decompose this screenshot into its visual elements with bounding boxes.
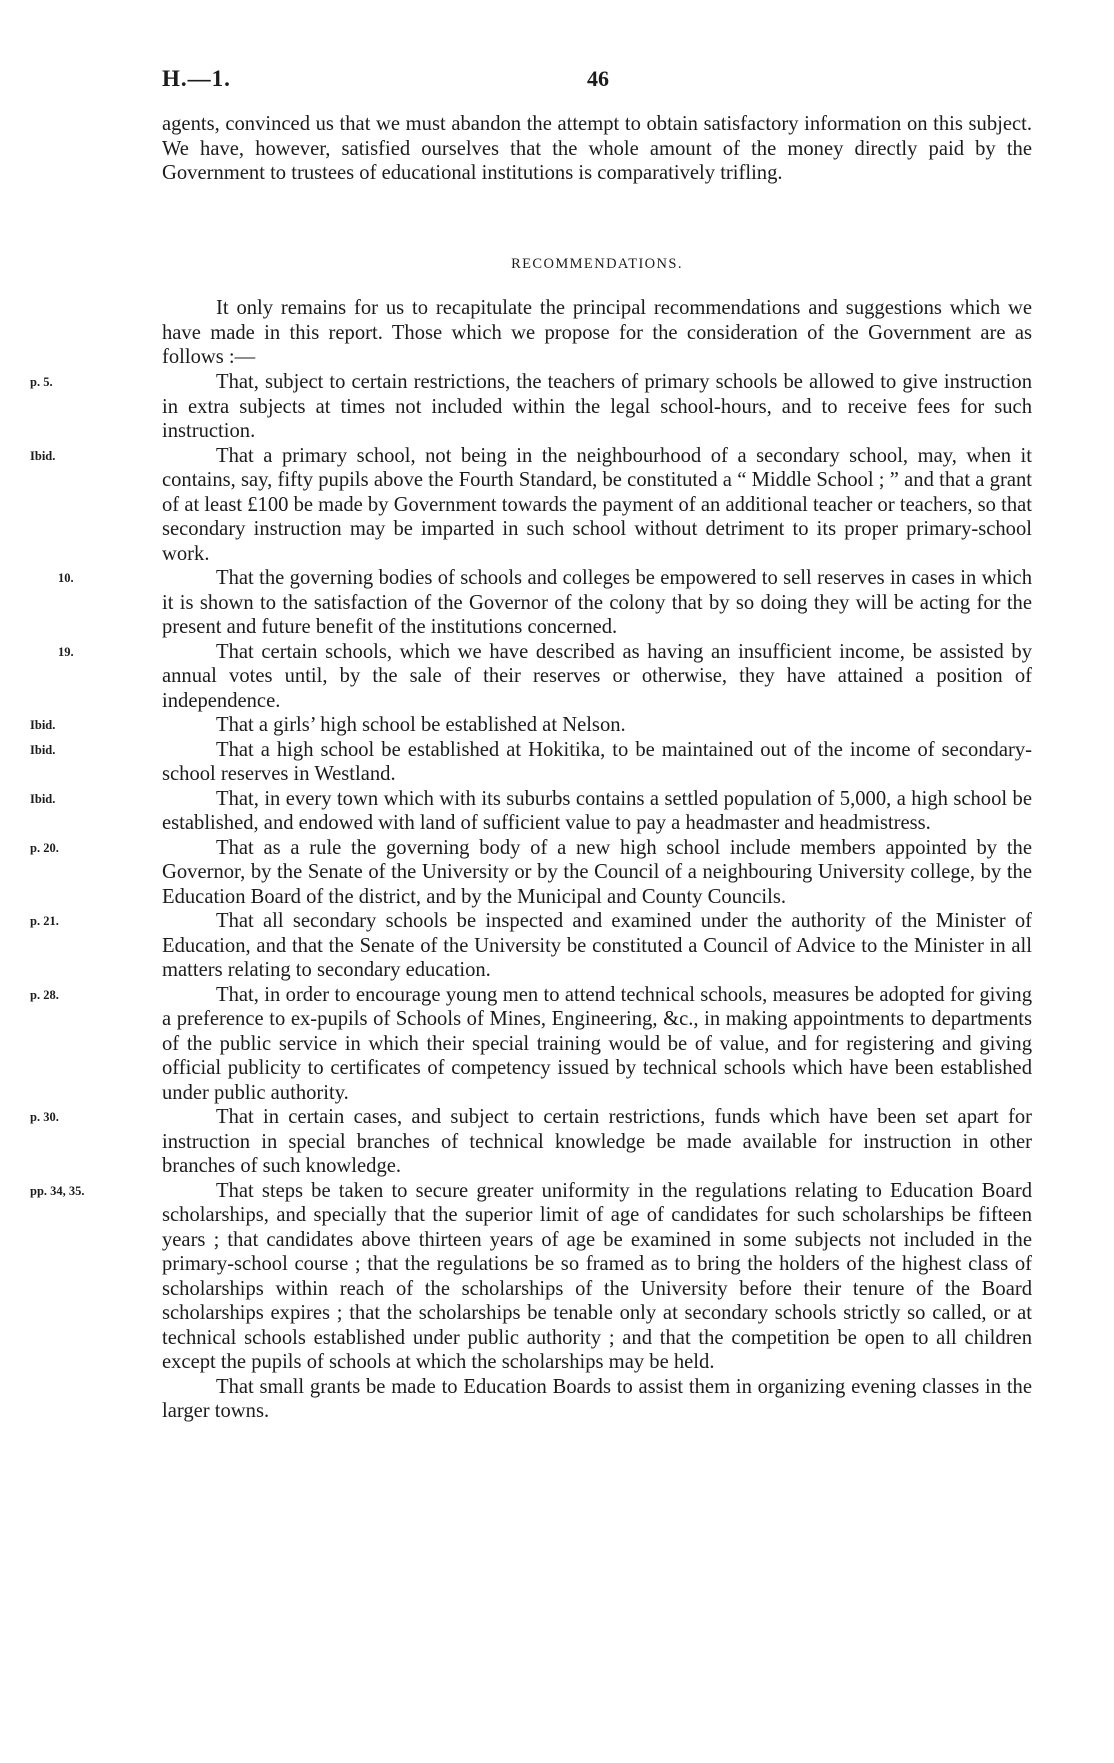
recommendation-text: That, in order to encourage young men to attend technical schools, measures be adopted for giving a preference to ex-pupils of Schools of Mines, Engineering, &c., in making appointments to departments of the public service in which their special training would be of value, and for registering and giving official publicity to certificates of competency issued by technical schools which have been established under public authority. xyxy=(162,983,1032,1104)
recommendation-text: That in certain cases, and subject to certain restrictions, funds which have been set apart for instruction in special branches of technical knowledge be made available for instruction in other branches of such knowledge. xyxy=(162,1106,1032,1177)
recommendation-item xyxy=(0,738,1114,787)
recommendation-text: That a high school be established at Hokitika, to be maintained out of the income of secondary-school reserves in Westland. xyxy=(162,738,1032,785)
margin-reference: Ibid. xyxy=(30,718,56,732)
recommendation-text: That, subject to certain restrictions, the teachers of primary schools be allowed to give instruction in extra subjects at times not included within the legal school-hours, and to receive fees for such instruction. xyxy=(162,371,1032,442)
recommendation-text: That certain schools, which we have described as having an insufficient income, be assisted by annual votes until, by the sale of their reserves or otherwise, they have attained a position of independence. xyxy=(162,640,1032,712)
margin-reference: Ibid. xyxy=(30,448,56,463)
margin-reference: p. 30. xyxy=(30,1110,59,1124)
recommendation-text: That steps be taken to secure greater uniformity in the regulations relating to Education Board scholarships, and specially that the superior limit of age of candidates for such scholarships be fifteen years ; that candidates above thirteen years of age be examined in some subjects not included in the primary-school course ; that the regulations be so framed as to bring the holders of the highest class of scholarships within reach of the scholarships of the University before their tenure of the Board scholarships expires ; that the scholarships be tenable only at secondary schools strictly so called, or at technical schools established under public authority ; and that the competition be open to all children except the pupils of schools at which the scholarships may be held. xyxy=(162,1179,1032,1373)
recommendation-item xyxy=(0,640,1114,714)
recommendation-item xyxy=(0,909,1114,983)
recommendation-text: That a girls’ high school be established at Nelson. xyxy=(216,714,626,736)
margin-reference: Ibid. xyxy=(30,791,56,806)
recommendation-text: That a primary school, not being in the neighbourhood of a secondary school, may, when it contains, say, fifty pupils above the Fourth Standard, be constituted a “ Middle School ; ” and that a grant of at least £100 be made by Government towards the payment of an additional teacher or teachers, so that secondary instruction may be imparted in such school without detriment to its proper primary-school work. xyxy=(162,444,1032,565)
recommendation-item xyxy=(0,983,1114,1106)
page-number: 46 xyxy=(587,66,609,91)
margin-reference: p. 5. xyxy=(30,375,53,389)
margin-reference: 19. xyxy=(58,644,74,659)
intro-paragraph: agents, convinced us that we must abandon the attempt to obtain satisfactory information on this subject. We have, however, satisfied ourselves that the whole amount of the money directly paid by the Government to trustees of educational institutions is comparatively trifling. xyxy=(162,113,1032,184)
recommendations-list xyxy=(0,370,1114,1424)
recommendation-item xyxy=(0,713,1114,738)
margin-reference: p. 20. xyxy=(30,840,59,855)
margin-reference: pp. 34, 35. xyxy=(30,1183,85,1198)
recommendation-item xyxy=(0,1375,1114,1424)
page-header xyxy=(162,66,1032,96)
recommendation-item xyxy=(0,1105,1114,1179)
recommendation-item xyxy=(0,787,1114,836)
recommendation-item xyxy=(0,566,1114,640)
recommendation-text: That, in every town which with its suburbs contains a settled population of 5,000, a high school be established, and endowed with land of sufficient value to pay a headmaster and headmistress. xyxy=(162,787,1032,834)
lead-paragraph: It only remains for us to recapitulate the principal recommendations and suggestions which we have made in this report. Those which we propose for the consideration of the Government are as follows :— xyxy=(162,297,1032,368)
recommendation-text: That the governing bodies of schools and colleges be empowered to sell reserves in cases in which it is shown to the satisfaction of the Governor of the colony that by so doing they will be acting for the present and future benefit of the institutions concerned. xyxy=(162,567,1032,638)
recommendation-item xyxy=(0,836,1114,910)
section-heading: RECOMMENDATIONS. xyxy=(511,256,683,272)
recommendation-text: That as a rule the governing body of a new high school include members appointed by the Governor, by the Senate of the University or by the Council of a neighbouring University college, by the Education Board of the district, and by the Municipal and County Councils. xyxy=(162,836,1032,908)
recommendation-text: That all secondary schools be inspected and examined under the authority of the Minister of Education, and that the Senate of the University be constituted a Council of Advice to the Minister in all matters relating to secondary education. xyxy=(162,910,1032,981)
margin-reference: Ibid. xyxy=(30,742,56,757)
margin-reference: p. 21. xyxy=(30,914,59,928)
document-id: H.—1. xyxy=(162,66,231,91)
recommendation-item xyxy=(0,1179,1114,1375)
recommendation-item xyxy=(0,370,1114,444)
margin-reference: 10. xyxy=(58,571,74,585)
recommendation-text: That small grants be made to Education Boards to assist them in organizing evening classes in the larger towns. xyxy=(162,1375,1032,1422)
recommendation-item xyxy=(0,444,1114,567)
margin-reference: p. 28. xyxy=(30,987,59,1002)
